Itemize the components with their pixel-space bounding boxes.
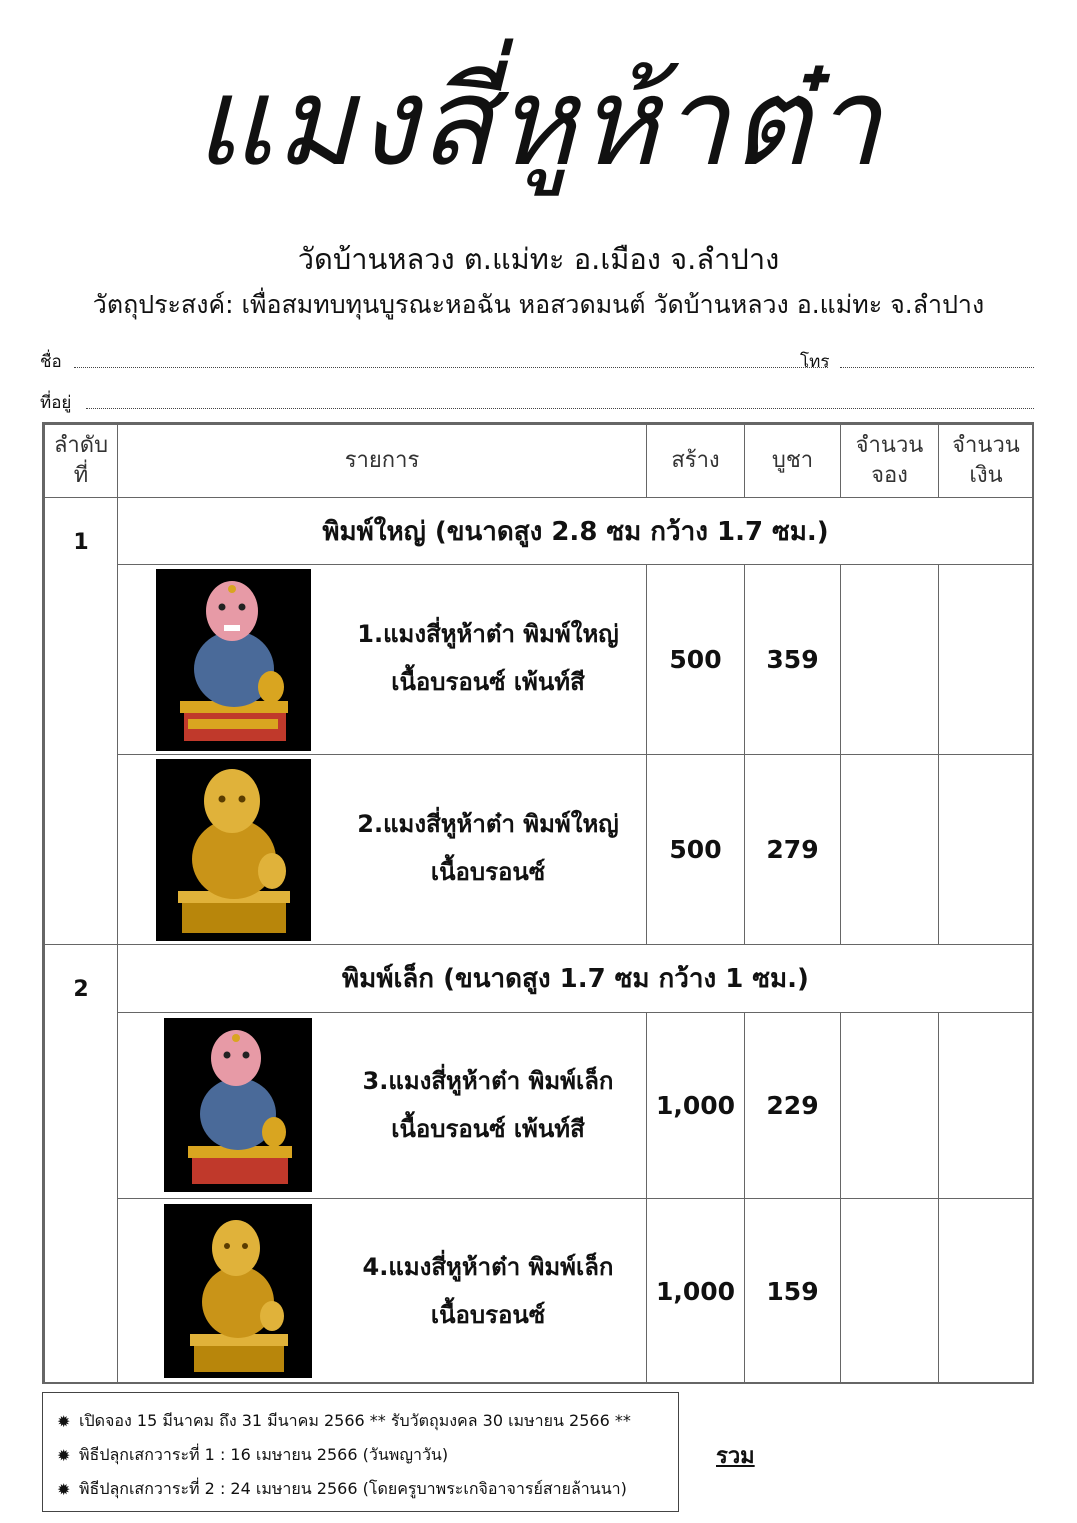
flower-bullet-icon: ✹	[57, 1445, 71, 1465]
item-name: 4.แมงสี่หูห้าต๋า พิมพ์เล็ก	[362, 1253, 614, 1281]
item-name: 2.แมงสี่หูห้าต๋า พิมพ์ใหญ่	[357, 810, 619, 838]
phone-field[interactable]	[840, 367, 1034, 368]
header-order: ลำดับ ที่	[44, 424, 118, 498]
item-built: 1,000	[646, 1198, 745, 1384]
note-item	[57, 1409, 631, 1434]
item-amount-input[interactable]	[938, 1012, 1034, 1199]
item-price: 359	[744, 564, 841, 755]
temple-address: วัดบ้านหลวง ต.แม่ทะ อ.เมือง จ.ลำปาง	[297, 242, 780, 276]
header-item: รายการ	[117, 424, 647, 498]
name-field[interactable]	[74, 367, 828, 368]
item-cell	[117, 1012, 647, 1199]
item-name: 1.แมงสี่หูห้าต๋า พิมพ์ใหญ่	[357, 620, 619, 648]
item-amount-input[interactable]	[938, 1198, 1034, 1384]
item-cell	[117, 1198, 647, 1384]
item-cell	[117, 564, 647, 755]
name-label: ชื่อ	[40, 352, 62, 372]
total-label: รวม	[716, 1444, 755, 1469]
notes-box	[42, 1392, 679, 1512]
group-index: 1	[44, 497, 118, 945]
item-description	[328, 610, 648, 706]
item-built: 1,000	[646, 1012, 745, 1199]
address-label: ที่อยู่	[40, 393, 72, 413]
item-cell	[117, 754, 647, 945]
item-amount-input[interactable]	[938, 754, 1034, 945]
header-qty: จำนวน จอง	[840, 424, 939, 498]
item-description	[328, 800, 648, 896]
item-material: เนื้อบรอนซ์ เพ้นท์สี	[391, 1115, 585, 1143]
amulet-gold-image	[164, 1204, 312, 1378]
amulet-photo-gold	[156, 759, 311, 941]
header-price: บูชา	[744, 424, 841, 498]
amulet-painted-image	[156, 569, 311, 751]
note-text: พิธีปลุกเสกวาระที่ 1 : 16 เมษายน 2566 (วันพญาวัน)	[79, 1445, 449, 1464]
address-field[interactable]	[86, 408, 1034, 409]
note-item	[57, 1443, 448, 1468]
amulet-painted-image	[164, 1018, 312, 1192]
group-title: พิมพ์เล็ก (ขนาดสูง 1.7 ซม กว้าง 1 ซม.)	[117, 944, 1034, 1013]
flower-bullet-icon: ✹	[57, 1411, 71, 1431]
item-price: 159	[744, 1198, 841, 1384]
item-material: เนื้อบรอนซ์	[430, 858, 546, 886]
amulet-photo-gold	[164, 1204, 312, 1378]
item-name: 3.แมงสี่หูห้าต๋า พิมพ์เล็ก	[362, 1067, 614, 1095]
address-row	[40, 389, 1036, 419]
note-text: เปิดจอง 15 มีนาคม ถึง 31 มีนาคม 2566 ** รับวัตถุมงคล 30 เมษายน 2566 **	[79, 1411, 631, 1430]
note-item	[57, 1477, 627, 1502]
item-material: เนื้อบรอนซ์	[430, 1301, 546, 1329]
amulet-photo-painted	[156, 569, 311, 751]
page-title: แมงสี่หูห้าต๋า	[194, 51, 883, 193]
item-qty-input[interactable]	[840, 1012, 939, 1199]
header-amount: จำนวน เงิน	[938, 424, 1034, 498]
item-qty-input[interactable]	[840, 754, 939, 945]
item-description	[328, 1057, 648, 1153]
name-row	[40, 348, 1036, 378]
item-built: 500	[646, 754, 745, 945]
group-title: พิมพ์ใหญ่ (ขนาดสูง 2.8 ซม กว้าง 1.7 ซม.)	[117, 497, 1034, 565]
purpose-text: วัตถุประสงค์: เพื่อสมทบทุนบูรณะหอฉัน หอสวดมนต์ วัดบ้านหลวง อ.แม่ทะ จ.ลำปาง	[92, 290, 985, 319]
amulet-photo-painted	[164, 1018, 312, 1192]
item-price: 279	[744, 754, 841, 945]
order-table	[42, 422, 1034, 1384]
header-built: สร้าง	[646, 424, 745, 498]
phone-label: โทร	[800, 352, 830, 372]
item-qty-input[interactable]	[840, 1198, 939, 1384]
item-built: 500	[646, 564, 745, 755]
flower-bullet-icon: ✹	[57, 1479, 71, 1499]
item-qty-input[interactable]	[840, 564, 939, 755]
item-description	[328, 1243, 648, 1339]
note-text: พิธีปลุกเสกวาระที่ 2 : 24 เมษายน 2566 (โดยครูบาพระเกจิอาจารย์สายล้านนา)	[79, 1479, 627, 1498]
item-price: 229	[744, 1012, 841, 1199]
item-material: เนื้อบรอนซ์ เพ้นท์สี	[391, 668, 585, 696]
group-index: 2	[44, 944, 118, 1384]
amulet-gold-image	[156, 759, 311, 941]
item-amount-input[interactable]	[938, 564, 1034, 755]
